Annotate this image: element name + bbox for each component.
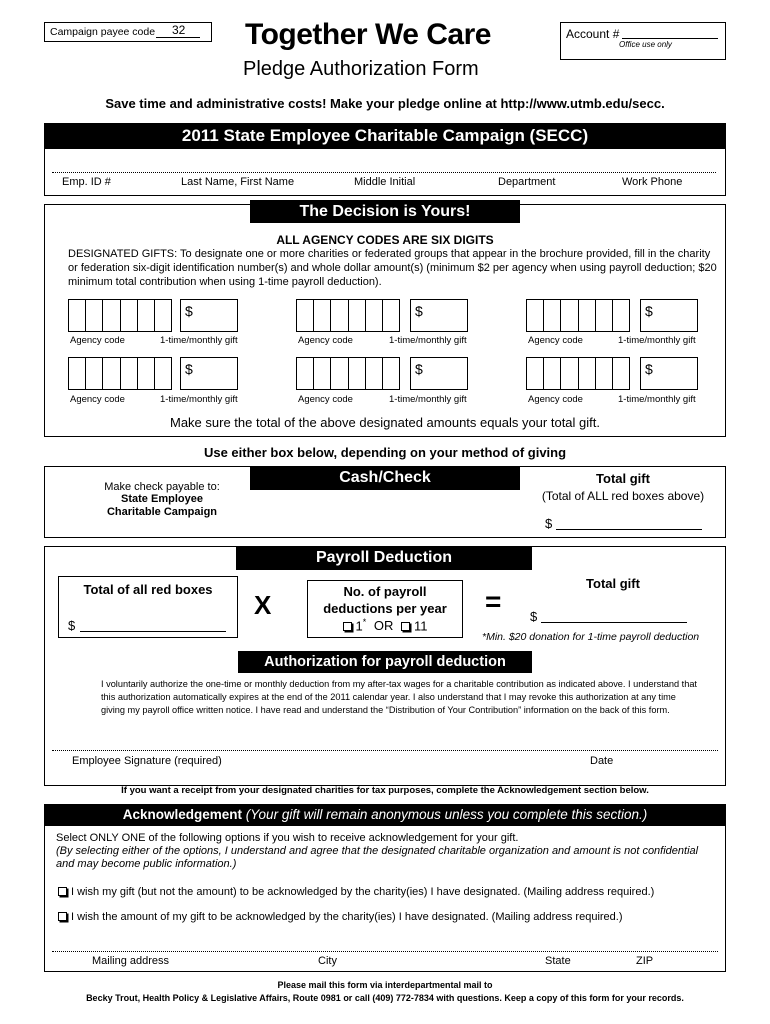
state-label: State [545, 955, 571, 967]
emp-id-label: Emp. ID # [62, 176, 111, 188]
acknowledgement-title: Acknowledgement [122, 807, 243, 822]
cash-total-note: (Total of ALL red boxes above) [541, 489, 705, 503]
date-label: Date [590, 755, 614, 767]
ack-option-2-checkbox[interactable] [58, 912, 67, 921]
name-label: Last Name, First Name [181, 176, 295, 188]
payable-to-name: Charitable Campaign [106, 506, 218, 518]
make-sure-note: Make sure the total of the above designated amounts equals your total gift. [170, 415, 600, 430]
agency-code-input[interactable] [296, 357, 400, 390]
gift-label: 1-time/monthly gift [160, 394, 238, 405]
ack-option-1-label: I wish my gift (but not the amount) to be acknowledged by the charity(ies) I have designated. (Mailing address required.) [71, 886, 655, 898]
ack-option-1 [58, 886, 654, 898]
num-deductions-label: deductions per year [323, 601, 447, 616]
agency-code-label: Agency code [528, 394, 583, 405]
payroll-bar: Payroll Deduction [236, 546, 532, 570]
ack-option-1-checkbox[interactable] [58, 887, 67, 896]
option-1-asterisk: * [362, 617, 367, 627]
total-red-boxes-input[interactable] [80, 631, 226, 632]
cash-total-input[interactable] [556, 529, 702, 530]
agency-code-label: Agency code [298, 394, 353, 405]
gift-amount-input[interactable]: $ [410, 357, 468, 390]
footer-mail-note: Please mail this form via interdepartmental mail to [277, 980, 493, 990]
office-use-label: Office use only [619, 40, 672, 49]
num-deductions-label: No. of payroll [343, 584, 427, 599]
agency-code-input[interactable] [296, 299, 400, 332]
work-phone-label: Work Phone [622, 176, 683, 188]
gift-label: 1-time/monthly gift [389, 394, 467, 405]
gift-amount-input[interactable]: $ [410, 299, 468, 332]
campaign-payee-line [156, 37, 200, 38]
decision-bar: The Decision is Yours! [250, 200, 520, 223]
department-label: Department [498, 176, 556, 188]
gift-label: 1-time/monthly gift [160, 335, 238, 346]
payroll-total-gift-label: Total gift [586, 576, 640, 591]
gift-amount-input[interactable]: $ [180, 357, 238, 390]
payable-to-name: State Employee [121, 493, 203, 505]
or-label: OR [373, 618, 394, 634]
use-either-note: Use either box below, depending on your method of giving [203, 445, 567, 460]
cash-total-gift-label: Total gift [596, 471, 650, 486]
agency-code-label: Agency code [298, 335, 353, 346]
payroll-total-input[interactable] [541, 622, 687, 623]
acknowledgement-bar [44, 804, 726, 826]
gift-label: 1-time/monthly gift [389, 335, 467, 346]
receipt-note: If you want a receipt from your designated charities for tax purposes, complete the Acknowledgement section below. [121, 785, 649, 796]
equals-sign: = [485, 586, 502, 617]
gift-amount-input[interactable]: $ [640, 299, 698, 332]
gift-label: 1-time/monthly gift [618, 335, 696, 346]
online-pledge-line: Save time and administrative costs! Make your pledge online at http://www.utmb.edu/secc. [105, 96, 665, 111]
gift-amount-input[interactable]: $ [640, 357, 698, 390]
footer-contact-note: Becky Trout, Health Policy & Legislative Affairs, Route 0981 or call (409) 772-7834 with questions. Keep a copy of this form for your records. [86, 993, 684, 1003]
mailing-address-label: Mailing address [92, 955, 170, 967]
signature-label: Employee Signature (required) [72, 755, 222, 767]
zip-label: ZIP [636, 955, 654, 967]
campaign-payee-label: Campaign payee code [50, 26, 156, 38]
agency-code-input[interactable] [68, 299, 172, 332]
ack-option-2-label: I wish the amount of my gift to be acknowledged by the charity(ies) I have designated. (Mailing address required.) [71, 911, 623, 923]
form-title: Together We Care [245, 18, 491, 51]
acknowledgement-subtitle: (Your gift will remain anonymous unless you complete this section.) [245, 807, 648, 822]
campaign-bar: 2011 State Employee Charitable Campaign (SECC) [44, 123, 726, 149]
account-label: Account # [566, 27, 620, 41]
form-subtitle: Pledge Authorization Form [243, 58, 479, 80]
ack-option-2 [58, 911, 623, 923]
designated-gifts-text: DESIGNATED GIFTS: To designate one or more charities or federated groups that appear in the brochure provided, fill in the charity or federation six-digit identification number(s) and whole dollar amount(s) (minimum $2 per agency when using payroll deduction; $20 minimum total contribution when using 1-time payroll deduction). [68, 248, 717, 288]
agency-code-input[interactable] [68, 357, 172, 390]
authorization-text: I voluntarily authorize the one-time or monthly deduction from my after-tax wages for a charitable contribution as indicated above. I understand that this authorization automatically expires at the end of the 2011 calendar year. I also understand that I may revoke this authorization at any time giving my payroll office written notice. I have read and understand the “Distribution of Your Contribution” information on the back of this form. [101, 679, 697, 715]
option-1-checkbox[interactable] [343, 622, 352, 631]
city-label: City [318, 955, 337, 967]
agency-code-input[interactable] [526, 299, 630, 332]
cash-check-bar: Cash/Check [250, 466, 520, 490]
mailing-address-line[interactable] [52, 951, 718, 952]
agency-code-label: Agency code [70, 335, 125, 346]
total-red-boxes-label: Total of all red boxes [83, 582, 213, 597]
agency-code-label: Agency code [70, 394, 125, 405]
campaign-payee-value[interactable]: 32 [172, 23, 186, 37]
select-one-note: Select ONLY ONE of the following options if you wish to receive acknowledgement for your gift. [56, 832, 519, 844]
employee-info-line[interactable] [52, 172, 716, 173]
option-11-checkbox[interactable] [401, 622, 410, 631]
public-info-note: (By selecting either of the options, I understand and agree that the designated charitable organization and amount is not confidential and may become public information.) [56, 845, 699, 870]
cash-dollar-sign: $ [545, 516, 553, 531]
option-1-label: 1 [355, 618, 363, 634]
agency-code-label: Agency code [528, 335, 583, 346]
agency-code-input[interactable] [526, 357, 630, 390]
account-line[interactable] [622, 38, 718, 39]
gift-label: 1-time/monthly gift [618, 394, 696, 405]
gift-amount-input[interactable]: $ [180, 299, 238, 332]
authorization-bar: Authorization for payroll deduction [238, 651, 532, 673]
middle-initial-label: Middle Initial [354, 176, 416, 188]
option-11-label: 11 [414, 618, 428, 634]
payable-to-label: Make check payable to: [104, 481, 220, 493]
multiply-sign: X [254, 590, 272, 620]
all-codes-note: ALL AGENCY CODES ARE SIX DIGITS [276, 233, 494, 247]
num-deductions-options [307, 617, 463, 633]
payroll-dollar-sign: $ [68, 618, 76, 633]
payroll-total-dollar: $ [530, 609, 538, 624]
min-donation-note: *Min. $20 donation for 1-time payroll deduction [482, 631, 700, 643]
signature-line[interactable] [52, 750, 718, 751]
